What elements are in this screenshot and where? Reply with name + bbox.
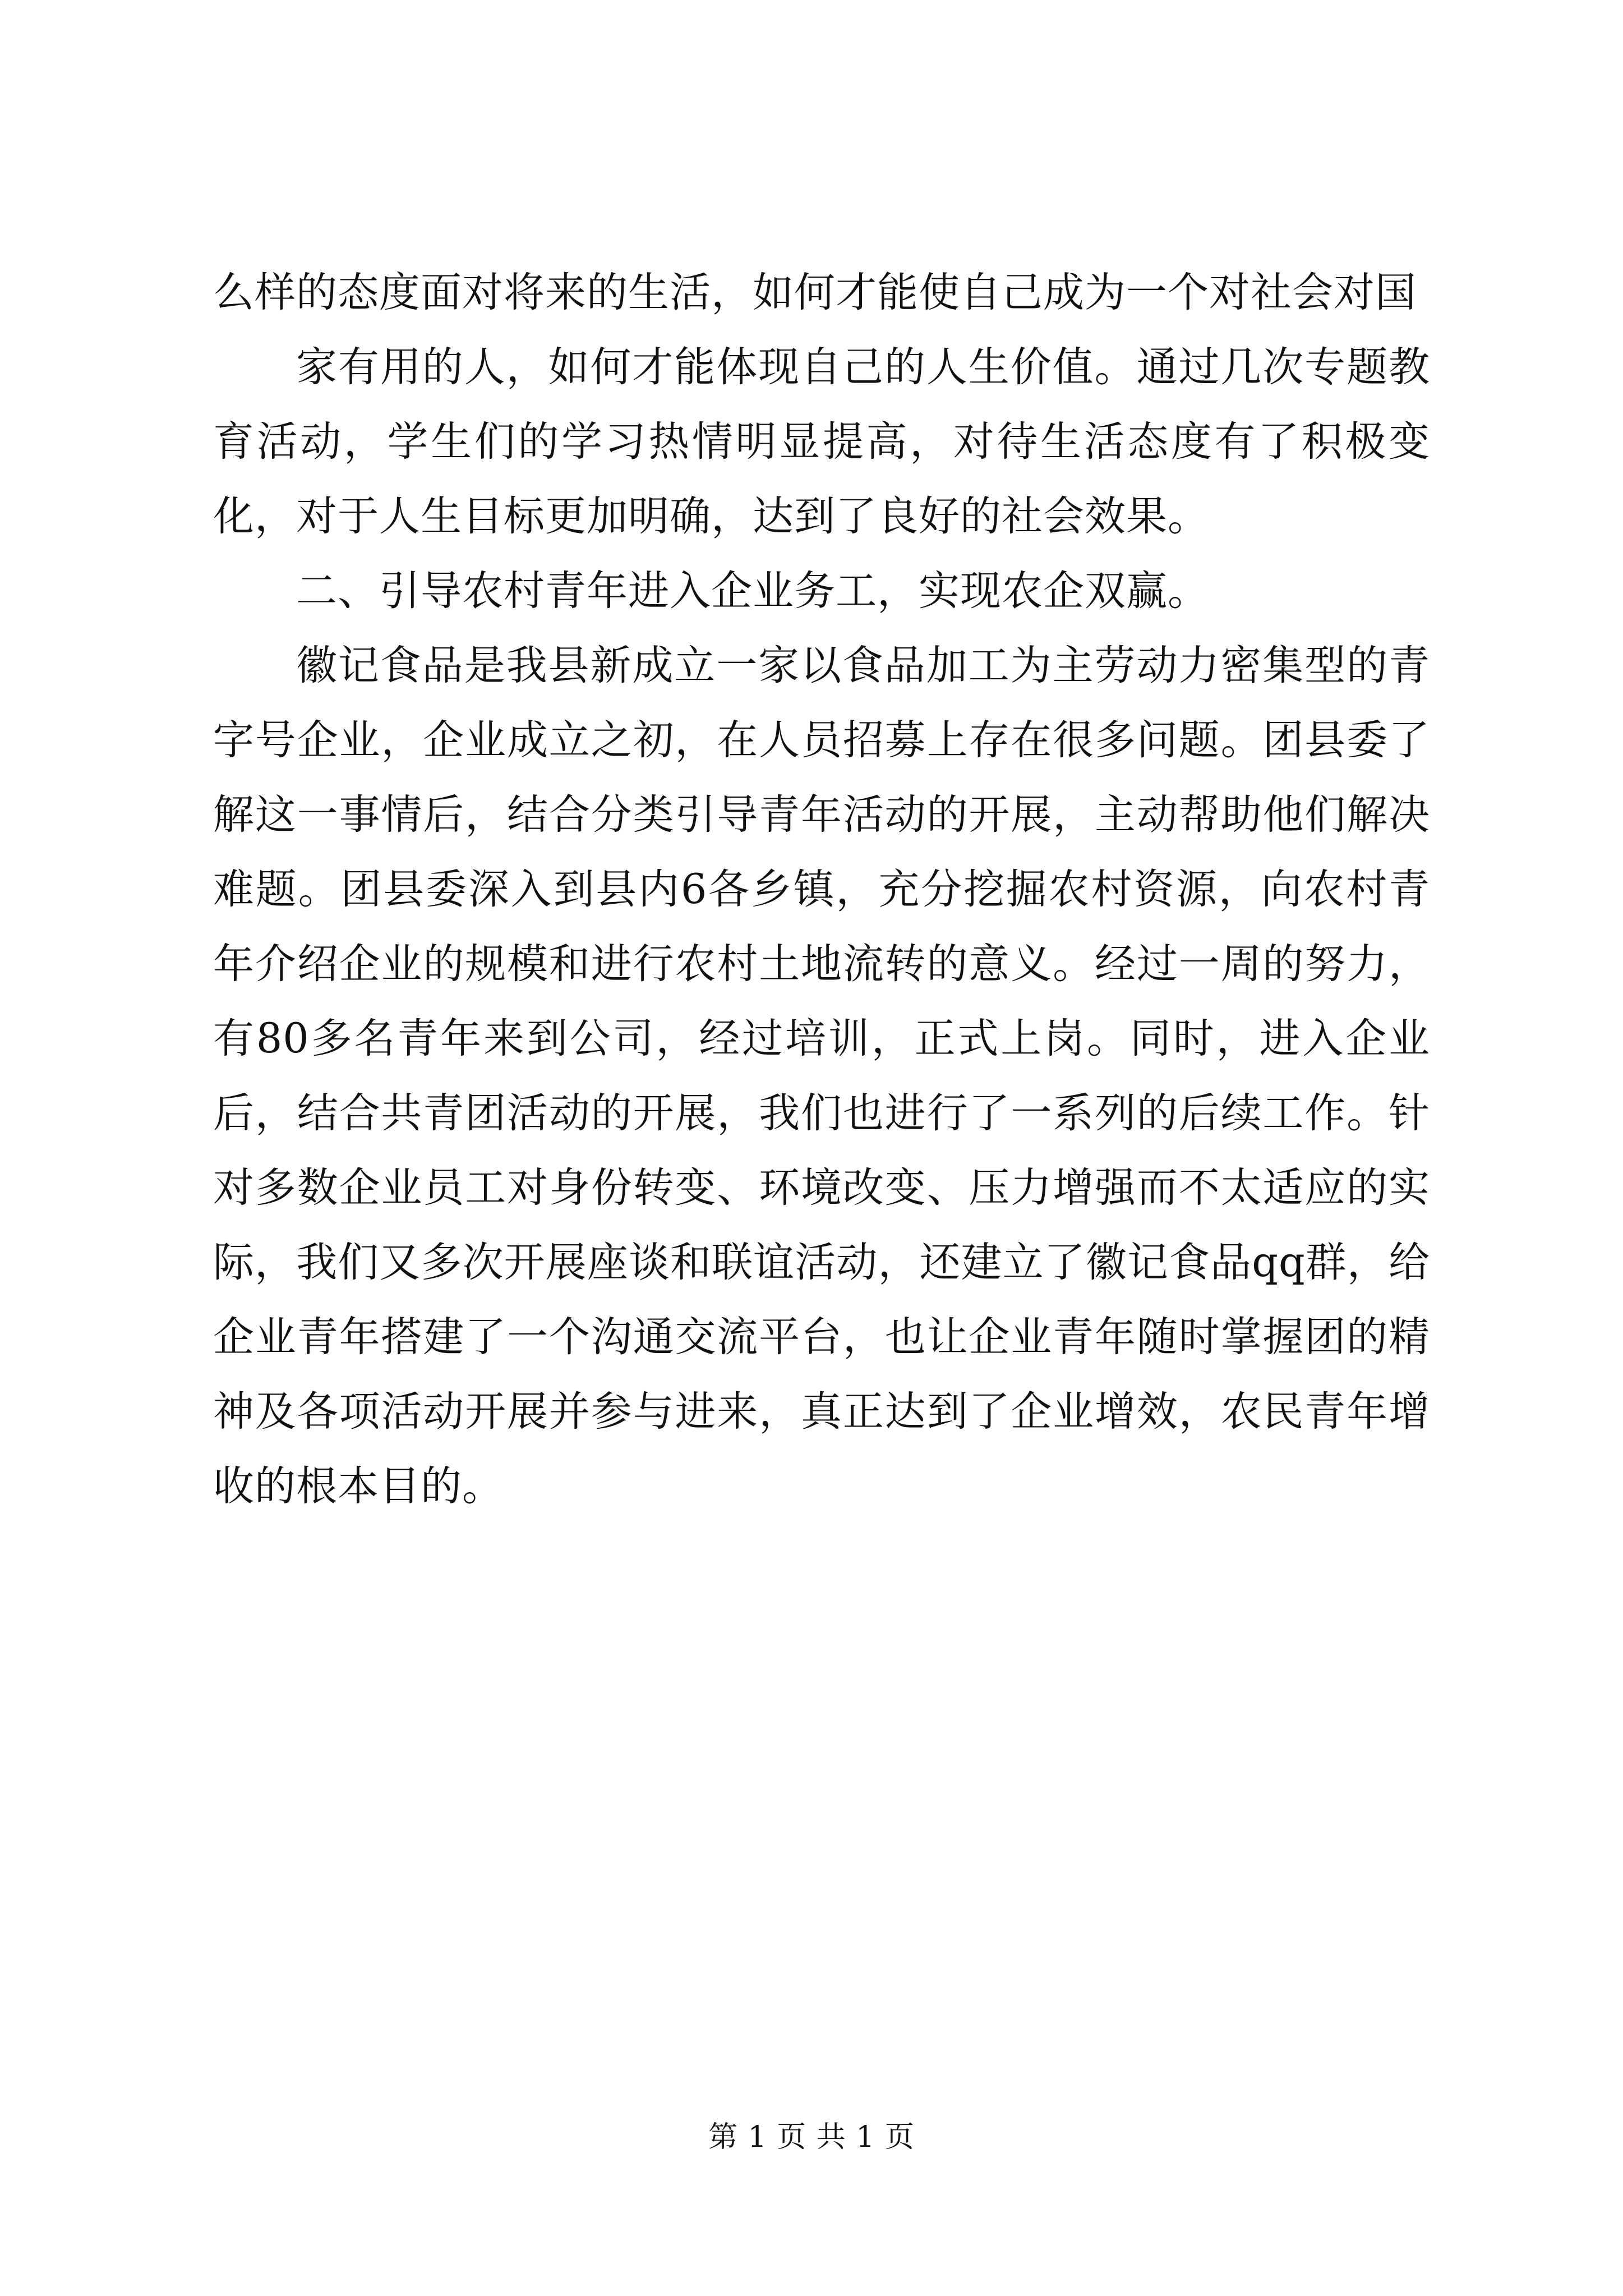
document-body bbox=[213, 255, 1430, 1524]
paragraph-continued: 么样的态度面对将来的生活，如何才能使自己成为一个对社会对国 bbox=[213, 269, 1417, 316]
section-heading-two: 二、引导农村青年进入企业务工，实现农企双赢。 bbox=[296, 567, 1209, 615]
paragraph-huiji-food: 徽记食品是我县新成立一家以食品加工为主劳动力密集型的青字号企业，企业成立之初，在人员招募上存在很多问题。团县委了解这一事情后，结合分类引导青年活动的开展，主动帮助他们解决难题。团县委深入到县内6各乡镇，充分挖掘农村资源，向农村青年介绍企业的规模和进行农村土地流转的意义。经过一周的努力，有80多名青年来到公司，经过培训，正式上岗。同时，进入企业后，结合共青团活动的开展，我们也进行了一系列的后续工作。针对多数企业员工对身份转变、环境改变、压力增强而不太适应的实际，我们又多次开展座谈和联谊活动，还建立了徽记食品qq群，给企业青年搭建了一个沟通交流平台，也让企业青年随时掌握团的精神及各项活动开展并参与进来，真正达到了企业增效，农民青年增收的根本目的。 bbox=[213, 642, 1430, 1510]
paragraph-education-results: 家有用的人，如何才能体现自己的人生价值。通过几次专题教育活动，学生们的学习热情明显提高，对待生活态度有了积极变化，对于人生目标更加明确，达到了良好的社会效果。 bbox=[213, 343, 1430, 540]
page-number-footer: 第 1 页 共 1 页 bbox=[708, 2120, 915, 2154]
